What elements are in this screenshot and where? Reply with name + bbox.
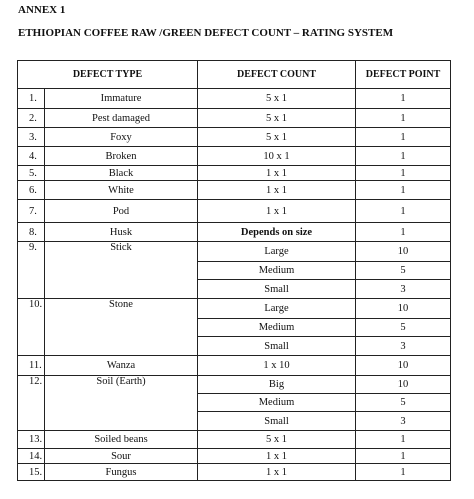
defect-type-cell: Black — [45, 166, 198, 181]
defect-point-cell: 1 — [356, 223, 451, 242]
defect-type-cell: Wanza — [45, 356, 198, 376]
defect-type-cell: Sour — [45, 449, 198, 464]
row-number: 13. — [18, 431, 45, 449]
table-row — [18, 299, 451, 319]
table-row — [18, 166, 451, 181]
table-row — [18, 356, 451, 376]
defect-point-cell: 1 — [356, 89, 451, 109]
table-row — [18, 89, 451, 109]
defect-point-cell: 1 — [356, 200, 451, 223]
defect-count-cell: Medium — [198, 394, 356, 412]
defect-point-cell: 1 — [356, 166, 451, 181]
defect-type-cell: Pest damaged — [45, 109, 198, 128]
row-number: 12. — [18, 376, 45, 431]
defect-point-cell: 1 — [356, 181, 451, 200]
table-row — [18, 109, 451, 128]
defect-point-cell: 3 — [356, 412, 451, 431]
defect-count-cell: Small — [198, 412, 356, 431]
defect-point-cell: 10 — [356, 242, 451, 262]
defect-point-cell: 3 — [356, 337, 451, 356]
defect-type-cell: White — [45, 181, 198, 200]
row-number: 4. — [18, 147, 45, 166]
defect-point-cell: 10 — [356, 376, 451, 394]
defect-count-cell: Small — [198, 337, 356, 356]
header-defect-count: DEFECT COUNT — [198, 61, 356, 89]
row-number: 10. — [18, 299, 45, 356]
defect-type-cell: Soil (Earth) — [45, 376, 198, 431]
table-row — [18, 376, 451, 394]
row-number: 11. — [18, 356, 45, 376]
defect-count-cell: 1 x 1 — [198, 464, 356, 481]
defect-table — [17, 60, 451, 481]
table-row — [18, 200, 451, 223]
defect-count-cell: Small — [198, 280, 356, 299]
table-row — [18, 449, 451, 464]
defect-count-cell: Medium — [198, 319, 356, 337]
row-number: 9. — [18, 242, 45, 299]
row-number: 8. — [18, 223, 45, 242]
defect-count-cell: 10 x 1 — [198, 147, 356, 166]
row-number: 5. — [18, 166, 45, 181]
table-body — [18, 89, 451, 481]
defect-point-cell: 5 — [356, 262, 451, 280]
defect-count-cell: Medium — [198, 262, 356, 280]
defect-point-cell: 1 — [356, 128, 451, 147]
defect-type-cell: Stone — [45, 299, 198, 356]
document-title: ETHIOPIAN COFFEE RAW /GREEN DEFECT COUNT – RATING SYSTEM — [18, 27, 394, 39]
table-row — [18, 181, 451, 200]
defect-count-cell: 5 x 1 — [198, 128, 356, 147]
defect-type-cell: Immature — [45, 89, 198, 109]
table-row — [18, 431, 451, 449]
defect-count-cell: Big — [198, 376, 356, 394]
table-row — [18, 128, 451, 147]
defect-point-cell: 1 — [356, 147, 451, 166]
defect-type-cell: Husk — [45, 223, 198, 242]
defect-type-cell: Soiled beans — [45, 431, 198, 449]
annex-label: ANNEX 1 — [18, 4, 66, 16]
defect-point-cell: 10 — [356, 356, 451, 376]
defect-type-cell: Pod — [45, 200, 198, 223]
defect-count-cell: Depends on size — [198, 223, 356, 242]
row-number: 6. — [18, 181, 45, 200]
defect-point-cell: 1 — [356, 431, 451, 449]
defect-count-cell: 5 x 1 — [198, 109, 356, 128]
defect-count-cell: 1 x 1 — [198, 200, 356, 223]
table-row — [18, 147, 451, 166]
table-row — [18, 242, 451, 262]
defect-count-cell: 1 x 1 — [198, 166, 356, 181]
defect-type-cell: Foxy — [45, 128, 198, 147]
defect-type-cell: Stick — [45, 242, 198, 299]
defect-point-cell: 1 — [356, 464, 451, 481]
table-row — [18, 223, 451, 242]
defect-point-cell: 1 — [356, 449, 451, 464]
defect-count-cell: 5 x 1 — [198, 431, 356, 449]
defect-point-cell: 3 — [356, 280, 451, 299]
row-number: 1. — [18, 89, 45, 109]
defect-point-cell: 1 — [356, 109, 451, 128]
table-row — [18, 464, 451, 481]
header-defect-point: DEFECT POINT — [356, 61, 451, 89]
header-defect-type: DEFECT TYPE — [18, 61, 198, 89]
defect-count-cell: Large — [198, 299, 356, 319]
defect-count-cell: 1 x 1 — [198, 181, 356, 200]
defect-type-cell: Fungus — [45, 464, 198, 481]
defect-count-cell: 1 x 10 — [198, 356, 356, 376]
defect-point-cell: 10 — [356, 299, 451, 319]
defect-count-cell: Large — [198, 242, 356, 262]
defect-count-cell: 5 x 1 — [198, 89, 356, 109]
defect-point-cell: 5 — [356, 394, 451, 412]
row-number: 3. — [18, 128, 45, 147]
defect-count-cell: 1 x 1 — [198, 449, 356, 464]
header-row — [18, 61, 451, 89]
row-number: 15. — [18, 464, 45, 481]
defect-point-cell: 5 — [356, 319, 451, 337]
row-number: 2. — [18, 109, 45, 128]
row-number: 14. — [18, 449, 45, 464]
row-number: 7. — [18, 200, 45, 223]
defect-type-cell: Broken — [45, 147, 198, 166]
